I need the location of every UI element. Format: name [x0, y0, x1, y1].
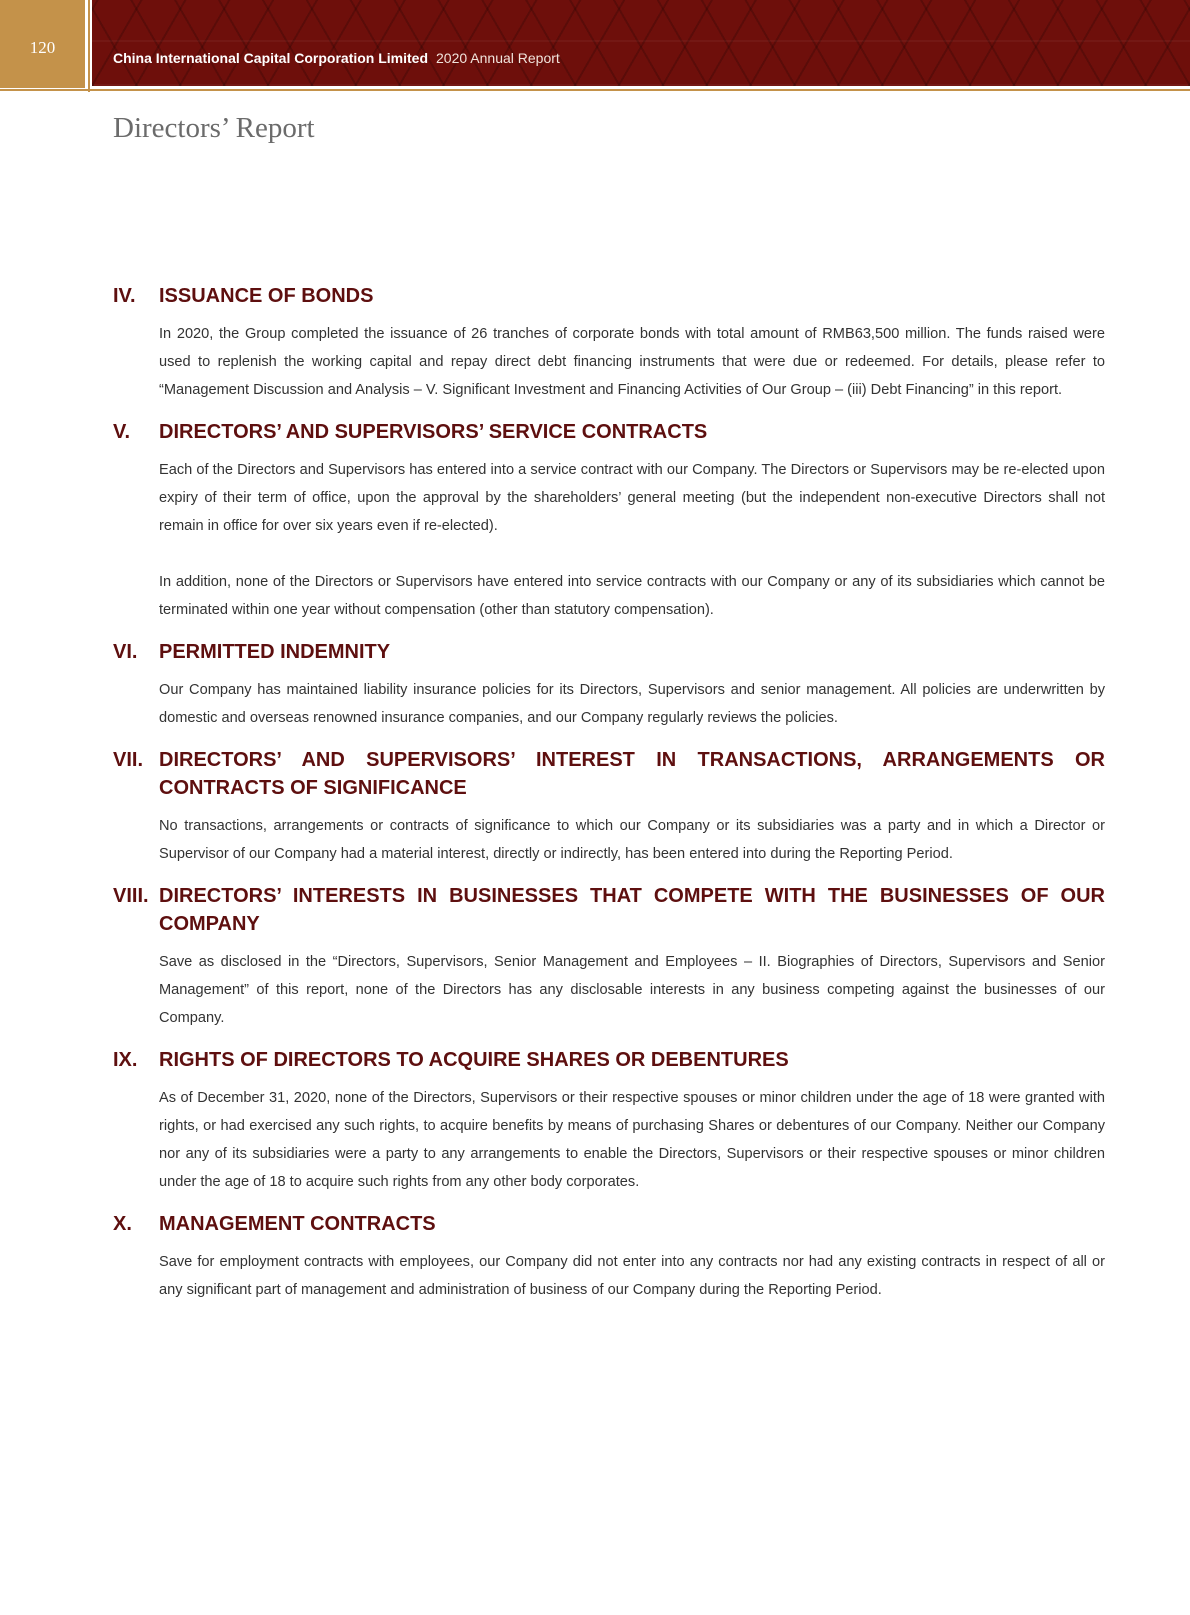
report-name: 2020 Annual Report — [436, 50, 560, 66]
section-title: RIGHTS OF DIRECTORS TO ACQUIRE SHARES OR DEBENTURES — [159, 1049, 789, 1071]
paragraph: Each of the Directors and Supervisors has entered into a service contract with our Company. The Directors or Supervisors may be re-elected upon expiry of their term of office, upon the approval by the shareholders’ general meeting (but the independent non-executive Directors shall not remain in office for over six years even if re-elected). — [159, 462, 1105, 534]
section-heading — [113, 746, 1105, 802]
divider — [0, 89, 1190, 91]
page-header — [0, 0, 1190, 96]
section — [113, 1046, 1105, 1196]
section — [113, 746, 1105, 868]
header-pattern-band — [92, 0, 1190, 86]
section-number: VIII. — [113, 885, 149, 907]
section-number: IV. — [113, 285, 136, 307]
section — [113, 418, 1105, 624]
header-text — [113, 50, 560, 66]
company-name: China International Capital Corporation Limited — [113, 50, 429, 66]
section-heading — [113, 1046, 1105, 1074]
paragraph: Save for employment contracts with employees, our Company did not enter into any contracts nor had any existing contracts in respect of all or any significant part of management and administration of business of our Company during the Reporting Period. — [159, 1254, 1105, 1298]
page-number: 120 — [0, 0, 85, 88]
paragraph: Our Company has maintained liability insurance policies for its Directors, Supervisors and senior management. All policies are underwritten by domestic and overseas renowned insurance companies, and our Company regularly reviews the policies. — [159, 682, 1105, 726]
section-number: X. — [113, 1213, 132, 1235]
section-number: V. — [113, 421, 131, 443]
section-number: IX. — [113, 1049, 138, 1071]
section — [113, 282, 1105, 404]
section-title: DIRECTORS’ AND SUPERVISORS’ SERVICE CONTRACTS — [159, 421, 708, 443]
section-number: VI. — [113, 641, 138, 663]
section-heading — [113, 418, 1105, 446]
paragraph: No transactions, arrangements or contracts of significance to which our Company or its subsidiaries was a party and in which a Director or Supervisor of our Company had a material interest, directly or indirectly, has been entered into during the Reporting Period. — [159, 818, 1105, 862]
section-title: MANAGEMENT CONTRACTS — [159, 1213, 436, 1235]
section-number: VII. — [113, 749, 144, 771]
section-title: DIRECTORS’ INTERESTS IN BUSINESSES THAT COMPETE WITH THE BUSINESSES OF OUR COMPANY — [159, 885, 1105, 935]
paragraph: Save as disclosed in the “Directors, Supervisors, Senior Management and Employees – II. Biographies of Directors, Supervisors and Senior Management” of this report, none of the Directors has any disclosable interests in any business competing against the businesses of our Company. — [159, 954, 1105, 1026]
section-title: ISSUANCE OF BONDS — [159, 285, 374, 307]
section-heading — [113, 282, 1105, 310]
section — [113, 638, 1105, 732]
report-content — [113, 282, 1105, 1318]
section-heading — [113, 882, 1105, 938]
section — [113, 1210, 1105, 1304]
page-title: Directors’ Report — [113, 112, 315, 144]
section-heading — [113, 1210, 1105, 1238]
section-heading — [113, 638, 1105, 666]
section-title: DIRECTORS’ AND SUPERVISORS’ INTEREST IN TRANSACTIONS, ARRANGEMENTS OR CONTRACTS OF SIGNIFICANCE — [159, 749, 1105, 799]
paragraph: In 2020, the Group completed the issuance of 26 tranches of corporate bonds with total amount of RMB63,500 million. The funds raised were used to replenish the working capital and repay direct debt financing instruments that were due or redeemed. For details, please refer to “Management Discussion and Analysis – V. Significant Investment and Financing Activities of Our Group – (iii) Debt Financing” in this report. — [159, 326, 1105, 398]
section-title: PERMITTED INDEMNITY — [159, 641, 391, 663]
paragraph: In addition, none of the Directors or Supervisors have entered into service contracts with our Company or any of its subsidiaries which cannot be terminated within one year without compensation (other than statutory compensation). — [159, 574, 1105, 618]
paragraph: As of December 31, 2020, none of the Directors, Supervisors or their respective spouses or minor children under the age of 18 were granted with rights, or had exercised any such rights, to acquire benefits by means of purchasing Shares or debentures of our Company. Neither our Company nor any of its subsidiaries were a party to any arrangements to enable the Directors, Supervisors or their respective spouses or minor children under the age of 18 to acquire such rights from any other body corporates. — [159, 1090, 1105, 1190]
section — [113, 882, 1105, 1032]
divider — [88, 0, 90, 92]
